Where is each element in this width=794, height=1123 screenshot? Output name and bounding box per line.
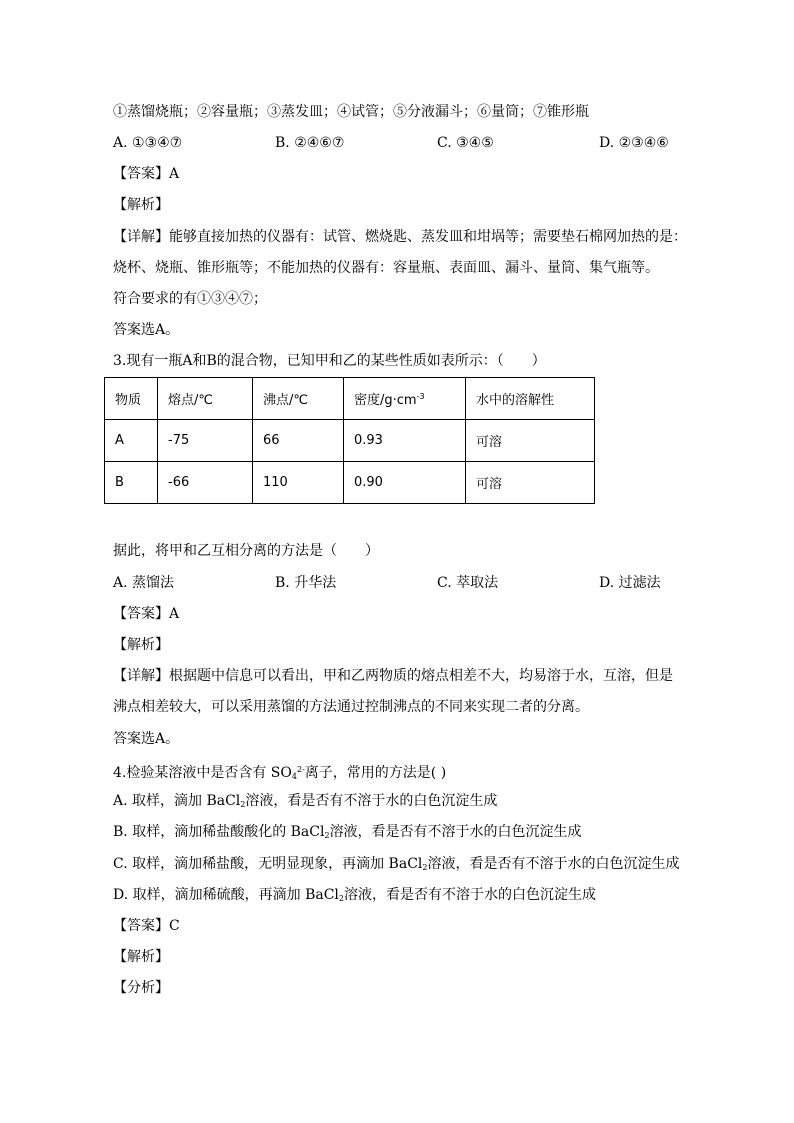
q2-analysis-label: 【解析】 (113, 197, 169, 213)
density-exponent: -3 (416, 392, 425, 401)
table-cell: 可溶 (466, 420, 595, 462)
table-cell: 0.93 (344, 420, 466, 462)
density-header-text: 密度/g·cm (354, 393, 417, 408)
q4-option-d-post: 溶液，看是否有不溶于水的白色沉淀生成 (344, 887, 596, 903)
properties-table (104, 377, 595, 504)
q4-option-c-pre: C. 取样，滴加稀盐酸，无明显现象，再滴加 BaCl (113, 856, 423, 872)
q2-option-c: C. ③④⑤ (437, 135, 494, 151)
subscript-2: 2 (422, 863, 428, 872)
subscript-2: 2 (338, 894, 344, 903)
q4-stem (113, 760, 446, 787)
subscript-2: 2 (240, 800, 246, 809)
q2-detail-2: 烧杯、烧瓶、锥形瓶等；不能加热的仪器有：容量瓶、表面皿、漏斗、量筒、集气瓶等。 (113, 260, 659, 276)
table-cell: -66 (158, 462, 253, 504)
q4-stem-pre: 4.检验某溶液中是否含有 SO (113, 765, 292, 781)
q4-option-a-post: 溶液，看是否有不溶于水的白色沉淀生成 (245, 793, 498, 809)
table-header-row (105, 378, 595, 420)
q4-option-a (113, 791, 497, 815)
q2-detail-3: 符合要求的有①③④⑦； (113, 291, 267, 307)
q4-answer: 【答案】C (113, 918, 180, 934)
q4-option-d (113, 885, 596, 909)
q4-option-d-pre: D. 取样，滴加稀硫酸，再滴加 BaCl (113, 887, 339, 903)
q3-detail-2: 沸点相差较大，可以采用蒸馏的方法通过控制沸点的不同来实现二者的分离。 (113, 699, 589, 715)
table-cell: 0.90 (344, 462, 466, 504)
q4-stem-post: 离子，常用的方法是( ) (304, 765, 447, 781)
q4-fenxi-label: 【分析】 (113, 980, 169, 996)
q2-detail-1: 【详解】能够直接加热的仪器有：试管、燃烧匙、蒸发皿和坩埚等；需要垫石棉网加热的是： (113, 229, 687, 245)
q3-option-a: A. 蒸馏法 (113, 575, 175, 591)
q4-option-b (113, 822, 582, 846)
table-row (105, 420, 595, 462)
table-cell: 110 (253, 462, 344, 504)
table-row (105, 462, 595, 504)
table-cell: -75 (158, 420, 253, 462)
table-cell: B (105, 462, 158, 504)
header-cell: 水中的溶解性 (466, 378, 595, 420)
q4-option-c (113, 854, 679, 878)
q3-answer: 【答案】A (113, 606, 180, 622)
q3-analysis-label: 【解析】 (113, 637, 169, 653)
q4-stem-sup: 2- (296, 765, 305, 774)
table-cell: 可溶 (466, 462, 595, 504)
header-cell (344, 378, 466, 420)
table-cell: A (105, 420, 158, 462)
q2-option-d: D. ②③④⑥ (599, 135, 669, 151)
subscript-2: 2 (324, 831, 330, 840)
q3-detail-1: 【详解】根据题中信息可以看出，甲和乙两物质的熔点相差不大，均易溶于水，互溶，但是 (113, 668, 673, 684)
q2-option-b: B. ②④⑥⑦ (275, 135, 345, 151)
q3-question: 据此，将甲和乙互相分离的方法是（ ） (113, 543, 379, 559)
q3-stem: 3.现有一瓶A和B的混合物，已知甲和乙的某些性质如表所示：（ ） (113, 353, 546, 369)
header-cell: 物质 (105, 378, 158, 420)
q4-option-b-pre: B. 取样，滴加稀盐酸酸化的 BaCl (113, 824, 325, 840)
q4-option-a-pre: A. 取样，滴加 BaCl (113, 793, 241, 809)
q3-option-c: C. 萃取法 (437, 575, 499, 591)
q2-conclusion: 答案选A。 (113, 322, 180, 338)
q3-option-d: D. 过滤法 (599, 575, 661, 591)
q2-option-a: A. ①③④⑦ (113, 135, 183, 151)
table-cell: 66 (253, 420, 344, 462)
q4-stem-sub: 4 (291, 772, 297, 781)
q4-option-b-post: 溶液，看是否有不溶于水的白色沉淀生成 (329, 824, 582, 840)
q2-instruments: ①蒸馏烧瓶；②容量瓶；③蒸发皿；④试管；⑤分液漏斗；⑥量筒；⑦锥形瓶 (113, 104, 589, 120)
header-cell: 熔点/℃ (158, 378, 253, 420)
q4-option-c-post: 溶液，看是否有不溶于水的白色沉淀生成 (427, 856, 680, 872)
q4-analysis-label: 【解析】 (113, 949, 169, 965)
q2-answer: 【答案】A (113, 166, 180, 182)
q3-conclusion: 答案选A。 (113, 731, 180, 747)
header-cell: 沸点/℃ (253, 378, 344, 420)
q3-option-b: B. 升华法 (275, 575, 337, 591)
